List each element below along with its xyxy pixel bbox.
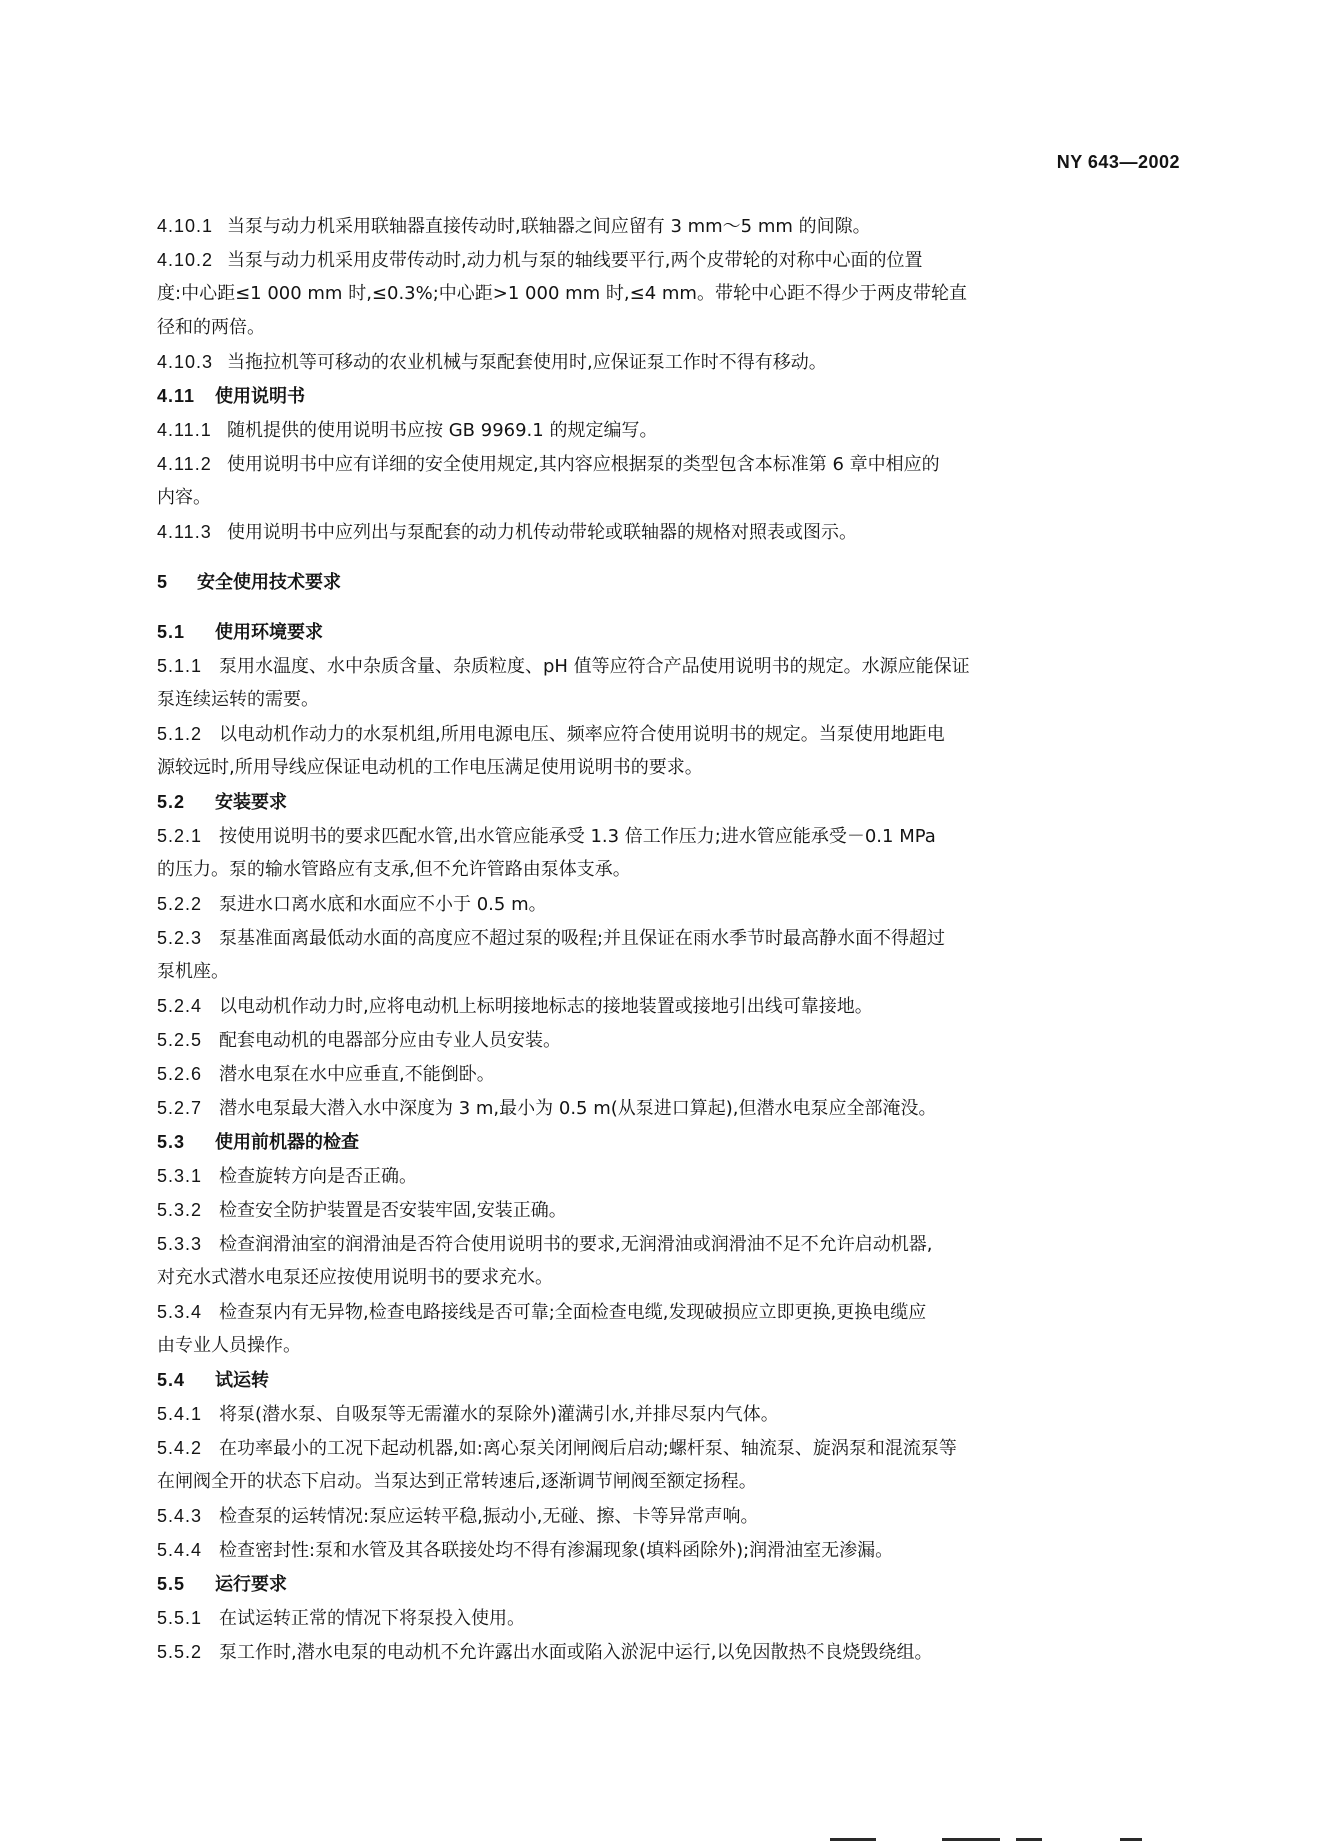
clause-number: 5.5.1 <box>157 1608 203 1628</box>
clause-number: 5.4.3 <box>157 1506 203 1526</box>
clause-text: 内容。 <box>157 487 211 508</box>
clause-number: 4.11.1 <box>157 420 212 440</box>
clause-text: 当泵与动力机采用皮带传动时,动力机与泵的轴线要平行,两个皮带轮的对称中心面的位置 <box>227 250 923 271</box>
clause-text: 检查密封性:泵和水管及其各联接处均不得有渗漏现象(填料函除外);润滑油室无渗漏。 <box>219 1540 894 1561</box>
clause-text: 检查旋转方向是否正确。 <box>219 1166 417 1187</box>
paragraph-line <box>157 1533 1187 1567</box>
paragraph-line <box>157 1601 1187 1635</box>
paragraph-line <box>157 515 1187 549</box>
clause-text: 在试运转正常的情况下将泵投入使用。 <box>219 1608 525 1629</box>
paragraph-line <box>157 1057 1187 1091</box>
clause-text: 由专业人员操作。 <box>157 1335 301 1356</box>
clause-number: 5.3.4 <box>157 1302 203 1322</box>
clause-number: 5.5.2 <box>157 1642 203 1662</box>
paragraph-line <box>157 311 1187 345</box>
clause-number: 5.1.2 <box>157 724 203 744</box>
clause-number: 4.11.3 <box>157 522 212 542</box>
paragraph-line <box>157 683 1187 717</box>
paragraph-line <box>157 717 1187 751</box>
paragraph-line <box>157 345 1187 379</box>
clause-text: 泵机座。 <box>157 961 229 982</box>
clause-number: 4.10.3 <box>157 352 214 372</box>
clause-number: 5.2.4 <box>157 996 203 1016</box>
clause-text: 检查润滑油室的润滑油是否符合使用说明书的要求,无润滑油或润滑油不足不允许启动机器, <box>219 1234 933 1255</box>
paragraph-line <box>157 277 1187 311</box>
paragraph-line <box>157 989 1187 1023</box>
paragraph-line <box>157 1397 1187 1431</box>
clause-text: 对充水式潜水电泵还应按使用说明书的要求充水。 <box>157 1267 553 1288</box>
paragraph-line <box>157 819 1187 853</box>
clause-text: 使用说明书 <box>215 386 305 407</box>
clause-text: 径和的两倍。 <box>157 317 265 338</box>
clause-number: 5.2.2 <box>157 894 203 914</box>
clause-text: 使用说明书中应列出与泵配套的动力机传动带轮或联轴器的规格对照表或图示。 <box>227 522 857 543</box>
clause-text: 度:中心距≤1 000 mm 时,≤0.3%;中心距>1 000 mm 时,≤4 mm。带轮中心距不得少于两皮带轮直 <box>157 283 967 304</box>
clause-text: 检查泵的运转情况:泵应运转平稳,振动小,无碰、擦、卡等异常声响。 <box>219 1506 759 1527</box>
clause-number: 5.4.1 <box>157 1404 203 1424</box>
paragraph-line <box>157 955 1187 989</box>
clause-number: 5.3 <box>157 1132 186 1152</box>
paragraph-line <box>157 1193 1187 1227</box>
clause-number: 4.10.1 <box>157 216 214 236</box>
section-heading <box>157 565 1187 599</box>
clause-number: 5.2.7 <box>157 1098 203 1118</box>
paragraph-line <box>157 853 1187 887</box>
paragraph-line <box>157 887 1187 921</box>
section-heading <box>157 1567 1187 1601</box>
paragraph-line <box>157 1023 1187 1057</box>
paragraph-line <box>157 1431 1187 1465</box>
clause-text: 当泵与动力机采用联轴器直接传动时,联轴器之间应留有 3 mm～5 mm 的间隙。 <box>227 216 871 237</box>
clause-text: 试运转 <box>215 1370 269 1391</box>
clause-text: 泵工作时,潜水电泵的电动机不允许露出水面或陷入淤泥中运行,以免因散热不良烧毁绕组。 <box>219 1642 933 1663</box>
clause-text: 潜水电泵最大潜入水中深度为 3 m,最小为 0.5 m(从泵进口算起),但潜水电泵应全部淹没。 <box>219 1098 937 1119</box>
clause-text: 泵进水口离水底和水面应不小于 0.5 m。 <box>219 894 547 915</box>
paragraph-line <box>157 1261 1187 1295</box>
footer-marks <box>830 1838 1150 1844</box>
clause-text: 以电动机作动力的水泵机组,所用电源电压、频率应符合使用说明书的规定。当泵使用地距电 <box>219 724 945 745</box>
clause-text: 的压力。泵的输水管路应有支承,但不允许管路由泵体支承。 <box>157 859 631 880</box>
clause-text: 按使用说明书的要求匹配水管,出水管应能承受 1.3 倍工作压力;进水管应能承受－0.1 MPa <box>219 826 936 847</box>
clause-number: 5.2 <box>157 792 186 812</box>
document-body <box>157 209 1187 1669</box>
paragraph-line <box>157 1499 1187 1533</box>
clause-number: 5.1.1 <box>157 656 203 676</box>
section-heading <box>157 785 1187 819</box>
section-heading <box>157 1363 1187 1397</box>
clause-text: 源较远时,所用导线应保证电动机的工作电压满足使用说明书的要求。 <box>157 757 703 778</box>
clause-number: 5.1 <box>157 622 186 642</box>
clause-text: 在功率最小的工况下起动机器,如:离心泵关闭闸阀后启动;螺杆泵、轴流泵、旋涡泵和混流泵等 <box>219 1438 957 1459</box>
clause-number: 5 <box>157 572 169 592</box>
clause-number: 4.10.2 <box>157 250 214 270</box>
paragraph-line <box>157 751 1187 785</box>
clause-text: 在闸阀全开的状态下启动。当泵达到正常转速后,逐渐调节闸阀至额定扬程。 <box>157 1471 757 1492</box>
clause-text: 配套电动机的电器部分应由专业人员安装。 <box>219 1030 561 1051</box>
clause-number: 5.4 <box>157 1370 186 1390</box>
section-heading <box>157 615 1187 649</box>
section-heading <box>157 379 1187 413</box>
clause-number: 5.3.3 <box>157 1234 203 1254</box>
clause-text: 使用说明书中应有详细的安全使用规定,其内容应根据泵的类型包含本标准第 6 章中相应的 <box>227 454 940 475</box>
paragraph-line <box>157 243 1187 277</box>
paragraph-line <box>157 413 1187 447</box>
paragraph-line <box>157 447 1187 481</box>
paragraph-line <box>157 921 1187 955</box>
section-heading <box>157 1125 1187 1159</box>
clause-number: 5.4.4 <box>157 1540 203 1560</box>
clause-number: 5.5 <box>157 1574 186 1594</box>
clause-number: 5.2.6 <box>157 1064 203 1084</box>
clause-number: 4.11 <box>157 386 196 406</box>
paragraph-line <box>157 1227 1187 1261</box>
clause-text: 以电动机作动力时,应将电动机上标明接地标志的接地装置或接地引出线可靠接地。 <box>219 996 873 1017</box>
clause-text: 运行要求 <box>215 1574 287 1595</box>
paragraph-line <box>157 1635 1187 1669</box>
clause-text: 使用前机器的检查 <box>215 1132 359 1153</box>
clause-number: 5.2.5 <box>157 1030 203 1050</box>
clause-text: 安全使用技术要求 <box>197 572 341 593</box>
clause-number: 4.11.2 <box>157 454 212 474</box>
paragraph-line <box>157 1295 1187 1329</box>
clause-text: 当拖拉机等可移动的农业机械与泵配套使用时,应保证泵工作时不得有移动。 <box>227 352 827 373</box>
clause-number: 5.3.1 <box>157 1166 203 1186</box>
clause-number: 5.2.3 <box>157 928 203 948</box>
paragraph-line <box>157 1159 1187 1193</box>
clause-text: 随机提供的使用说明书应按 GB 9969.1 的规定编写。 <box>227 420 658 441</box>
clause-text: 使用环境要求 <box>215 622 323 643</box>
clause-number: 5.4.2 <box>157 1438 203 1458</box>
clause-text: 泵用水温度、水中杂质含量、杂质粒度、pH 值等应符合产品使用说明书的规定。水源应能保证 <box>219 656 970 677</box>
clause-number: 5.3.2 <box>157 1200 203 1220</box>
paragraph-line <box>157 1329 1187 1363</box>
clause-text: 泵基准面离最低动水面的高度应不超过泵的吸程;并且保证在雨水季节时最高静水面不得超过 <box>219 928 946 949</box>
paragraph-line <box>157 209 1187 243</box>
paragraph-line <box>157 1465 1187 1499</box>
clause-text: 潜水电泵在水中应垂直,不能倒卧。 <box>219 1064 495 1085</box>
clause-text: 安装要求 <box>215 792 287 813</box>
clause-text: 检查泵内有无异物,检查电路接线是否可靠;全面检查电缆,发现破损应立即更换,更换电缆应 <box>219 1302 927 1323</box>
paragraph-line <box>157 1091 1187 1125</box>
clause-text: 检查安全防护装置是否安装牢固,安装正确。 <box>219 1200 567 1221</box>
clause-text: 泵连续运转的需要。 <box>157 689 319 710</box>
paragraph-line <box>157 649 1187 683</box>
paragraph-line <box>157 481 1187 515</box>
clause-text: 将泵(潜水泵、自吸泵等无需灌水的泵除外)灌满引水,并排尽泵内气体。 <box>219 1404 779 1425</box>
standard-code: NY 643—2002 <box>1056 152 1180 172</box>
clause-number: 5.2.1 <box>157 826 203 846</box>
